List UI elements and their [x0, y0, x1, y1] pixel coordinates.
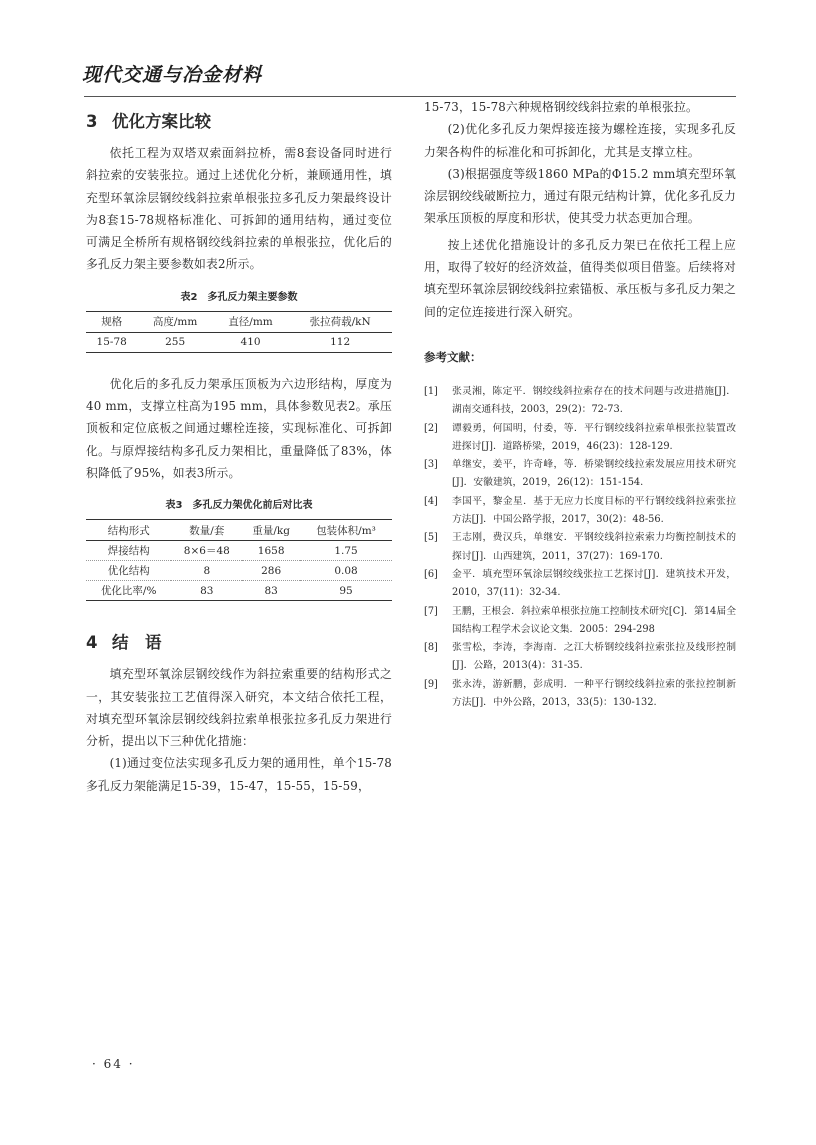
table-2-caption: 表2 多孔反力架主要参数: [180, 291, 298, 303]
table-cell: 15-78: [86, 332, 137, 352]
reference-text: 王志刚，费汉兵，单继安．平钢绞线斜拉索索力均衡控制技术的探讨[J]．山西建筑，2011，37(27)：169-170.: [452, 532, 736, 562]
table-cell: 410: [213, 332, 288, 352]
table-2-header: 直径/mm: [213, 311, 288, 332]
table-2-row: [86, 332, 392, 352]
reference-text: 李国平，黎金星．基于无应力长度目标的平行钢绞线斜拉索张拉方法[J]．中国公路学报，2017，30(2)：48-56.: [452, 495, 736, 526]
table-cell: 优化结构: [86, 561, 171, 581]
right-column: [424, 96, 736, 712]
table-3-row: [86, 541, 392, 561]
reference-text: 金平．填充型环氧涂层钢绞线张拉工艺探讨[J]．建筑技术开发，2010，37(11)：32-34.: [452, 568, 736, 599]
journal-logo: 现代交通与冶金材料: [82, 64, 263, 86]
table-2-header: 规格: [86, 311, 137, 332]
left-column: [86, 108, 392, 797]
reference-number: [9]: [424, 678, 438, 690]
list-item-1-continued: 15-73，15-78六种规格钢绞线斜拉索的单根张拉。: [424, 100, 698, 114]
table-cell: 8×6＝48: [171, 541, 242, 561]
table-3-row: [86, 561, 392, 581]
section-3-title: 优化方案比较: [112, 112, 211, 131]
table-cell: 83: [171, 581, 242, 601]
reference-item: [424, 493, 736, 530]
reference-text: 张雪松，李涛，李海南．之江大桥钢绞线斜拉索张拉及线形控制[J]．公路，2013(4)：31-35.: [452, 642, 736, 672]
reference-item: [424, 529, 736, 566]
table-cell: 优化比率/%: [86, 581, 171, 601]
reference-number: [2]: [424, 422, 438, 434]
page-number: · 64 ·: [92, 1057, 135, 1071]
references-heading: 参考文献：: [424, 349, 482, 364]
reference-text: 王鹏，王根会．斜拉索单根张拉施工控制技术研究[C]．第14届全国结构工程学术会议论文集．2005：294-298: [452, 605, 736, 635]
list-item-2: (2)优化多孔反力架焊接连接为螺栓连接，实现多孔反力架各构件的标准化和可拆卸化，尤其是支撑立柱。: [424, 122, 736, 159]
table-3-header: 数量/套: [171, 520, 242, 541]
reference-item: [424, 603, 736, 640]
table-cell: 1658: [242, 541, 300, 561]
reference-item: [424, 420, 736, 457]
table-3-header: 重量/kg: [242, 520, 300, 541]
section-4-para-1: 填充型环氧涂层钢绞线作为斜拉索重要的结构形式之一，其安装张拉工艺值得深入研究，本文结合依托工程，对填充型环氧涂层钢绞线斜拉索单根张拉多孔反力架进行分析，提出以下三种优化措施：: [86, 667, 392, 749]
reference-item: [424, 639, 736, 676]
section-3-heading: [86, 108, 392, 136]
reference-item: [424, 676, 736, 713]
reference-text: 张灵湘，陈定平．钢绞线斜拉索存在的技术问题与改进措施[J]．湖南交通科技，2003，29(2)：72-73.: [452, 385, 736, 416]
reference-item: [424, 456, 736, 493]
table-cell: 112: [288, 332, 392, 352]
reference-text: 张永涛，游新鹏，彭成明．一种平行钢绞线斜拉索的张拉控制新方法[J]．中外公路，2013，33(5)：130-132.: [452, 678, 736, 709]
table-cell: 286: [242, 561, 300, 581]
table-2: [86, 311, 392, 353]
section-3-number: 3: [86, 112, 98, 131]
table-3-row: [86, 581, 392, 601]
list-item-3: (3)根据强度等级1860 MPa的Φ15.2 mm填充型环氧涂层钢绞线破断拉力，通过有限元结构计算，优化多孔反力架承压顶板的厚度和形状，使其受力状态更加合理。: [424, 166, 736, 226]
table-cell: 1.75: [300, 541, 392, 561]
reference-number: [6]: [424, 568, 438, 580]
table-cell: 83: [242, 581, 300, 601]
reference-number: [4]: [424, 495, 438, 507]
table-2-header: 高度/mm: [137, 311, 212, 332]
table-3-caption: 表3 多孔反力架优化前后对比表: [165, 500, 313, 512]
table-cell: 0.08: [300, 561, 392, 581]
references-list: [424, 383, 736, 712]
table-cell: 255: [137, 332, 212, 352]
table-3: [86, 519, 392, 601]
closing-paragraph: 按上述优化措施设计的多孔反力架已在依托工程上应用，取得了较好的经济效益，值得类似项目借鉴。后续将对填充型环氧涂层钢绞线斜拉索锚板、承压板与多孔反力架之间的定位连接进行深入研究。: [424, 237, 736, 319]
section-3-para-2: 优化后的多孔反力架承压顶板为六边形结构，厚度为40 mm，支撑立柱高为195 mm，具体参数见表2。承压顶板和定位底板之间通过螺栓连接，实现标准化、可拆卸化。与原焊接结构多孔反力架相比，重量降低了83%，体积降低了95%，如表3所示。: [86, 376, 392, 480]
table-cell: 95: [300, 581, 392, 601]
reference-number: [1]: [424, 385, 438, 397]
table-cell: 焊接结构: [86, 541, 171, 561]
table-2-header: 张拉荷载/kN: [288, 311, 392, 332]
reference-text: 单继安，姜平，许奇峰，等．桥梁钢绞线拉索发展应用技术研究[J]．安徽建筑，2019，26(12)：151-154.: [452, 459, 736, 489]
table-3-header: 包装体积/m³: [300, 520, 392, 541]
reference-number: [5]: [424, 532, 438, 544]
section-4-number: 4: [86, 633, 98, 653]
reference-number: [7]: [424, 605, 438, 617]
section-4-heading: [86, 629, 392, 657]
section-3-para-1: 依托工程为双塔双索面斜拉桥，需8套设备同时进行斜拉索的安装张拉。通过上述优化分析，兼顾通用性，填充型环氧涂层钢绞线斜拉索单根张拉多孔反力架最终设计为8套15-78规格标准化、可拆卸的通用结构，通过变位可满足全桥所有规格钢绞线斜拉索的单根张拉，优化后的多孔反力架主要参数如表2所示。: [86, 146, 392, 272]
section-4-title: 结 语: [112, 633, 162, 653]
table-3-header: 结构形式: [86, 520, 171, 541]
section-4-para-2: (1)通过变位法实现多孔反力架的通用性，单个15-78多孔反力架能满足15-39，15-47，15-55，15-59，: [86, 756, 392, 793]
reference-item: [424, 383, 736, 420]
reference-text: 谭毅勇，何国明，付委，等．平行钢绞线斜拉索单根张拉装置改进探讨[J]．道路桥梁，2019，46(23)：128-129.: [452, 422, 736, 452]
table-cell: 8: [171, 561, 242, 581]
reference-number: [3]: [424, 459, 438, 471]
reference-item: [424, 566, 736, 603]
reference-number: [8]: [424, 642, 438, 654]
